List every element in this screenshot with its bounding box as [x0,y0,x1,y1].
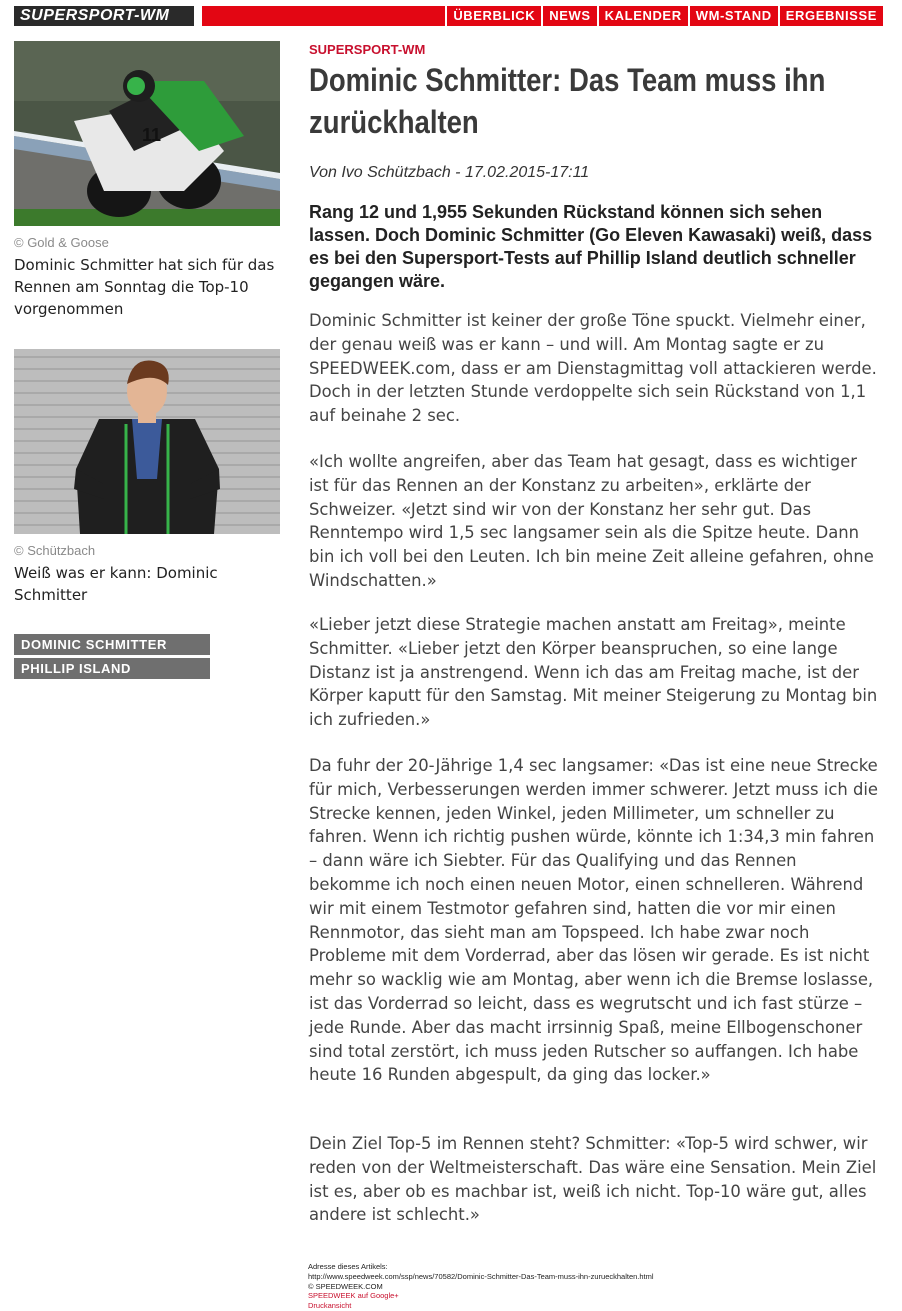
photo-caption: Weiß was er kann: Dominic Schmitter [14,564,218,604]
photo-credit: © Gold & Goose [14,235,109,250]
print-view-link[interactable]: Druckansicht [308,1301,352,1311]
article-lead: Rang 12 und 1,955 Sekunden Rückstand können sich sehen lassen. Doch Dominic Schmitter (Go Eleven Kawasaki) weiß, dass es bei den Supersport-Tests auf Phillip Island deutlich schneller gegangen wäre. [309,202,873,291]
tag-phillip-island[interactable]: PHILLIP ISLAND [14,658,210,679]
nav-wm-stand[interactable]: WM-STAND [688,6,778,26]
tag-dominic-schmitter[interactable]: DOMINIC SCHMITTER [14,634,210,655]
article-byline: Von Ivo Schützbach - 17.02.2015-17:11 [309,164,590,181]
title-line-1: Dominic Schmitter: Das Team muss ihn [309,62,826,98]
top-nav-bar [202,6,883,26]
article-title [309,59,877,143]
photo-caption: Dominic Schmitter hat sich für das Rennen am Sonntag die Top-10 vorgenommen [14,256,275,318]
article-paragraph: «Lieber jetzt diese Strategie machen anstatt am Freitag», meinte Schmitter. «Lieber jetzt den Körper beanspruchen, so eine lange Distanz ist ja anstrengend. Wenn ich das am Freitag mache, ist der Körper kaputt für den Samstag. Mit meiner Steigerung zu Montag bin ich zufrieden.» [309,615,878,730]
nav-ergebnisse[interactable]: ERGEBNISSE [778,6,883,26]
article-url: http://www.speedweek.com/ssp/news/70582/Dominic-Schmitter-Das-Team-muss-ihn-zurueckhalten.html [308,1271,654,1281]
nav-kalender[interactable]: KALENDER [597,6,688,26]
section-brand[interactable]: SUPERSPORT-WM [14,6,194,26]
photo-race-bike[interactable] [14,41,280,226]
photo-rider-portrait[interactable] [14,349,280,534]
nav-ueberblick[interactable]: ÜBERBLICK [445,6,541,26]
photo-credit: © Schützbach [14,543,96,558]
nav-news[interactable]: NEWS [541,6,596,26]
svg-text:11: 11 [142,125,162,145]
article-paragraph: Dein Ziel Top-5 im Rennen steht? Schmitter: «Top-5 wird schwer, wir reden von der Weltmeisterschaft. Das wäre eine Sensation. Mein Ziel ist es, aber ob es machbar ist, weiß ich nicht. Top-10 wäre gut, alles andere ist schlecht.» [309,1134,877,1225]
article-paragraph: Dominic Schmitter ist keiner der große Töne spuckt. Vielmehr einer, der genau weiß was er kann – und will. Am Montag sagte er zu SPEEDWEEK.com, dass er am Dienstagmittag voll attackieren werde. Doch in der letzten Stunde verdoppelte sich sein Rückstand von 1,1 auf beinahe 2 sec. [309,311,877,426]
main-nav [445,6,883,26]
title-line-2: zurückhalten [309,104,479,140]
article-kicker[interactable]: SUPERSPORT-WM [309,42,426,57]
rider-portrait-image [14,349,280,534]
address-label: Adresse dieses Artikels: [308,1262,388,1271]
copyright: © SPEEDWEEK.COM [308,1281,383,1291]
article-paragraph: Da fuhr der 20-Jährige 1,4 sec langsamer: «Das ist eine neue Strecke für mich, Verbesserungen werden immer schwerer. Jetzt muss ich die Strecke kennen, jeden Winkel, jeden Millimeter, um schneller zu fahren. Wenn ich richtig pushen würde, könnte ich 1:34,3 min fahren – dann wäre ich Siebter. Für das Qualifying und das Rennen bekomme ich noch einen neuen Motor, einen schnelleren. Während wir mit einem Testmotor gefahren sind, hatten die vor mir einen Rennmotor, das sieht man am Topspeed. Ich habe zwar noch Probleme mit dem Vorderrad, aber das lösen wir gerade. Es ist nicht mehr so wacklig wie am Montag, aber wenn ich die Bremse loslasse, ist das Vorderrad so leicht, dass es wegrutscht und ich fast stürze – jede Runde. Aber das macht irrsinnig Spaß, meine Ellbogenschoner sind total zerstört, ich muss jeden Rutscher so auffangen. Ich habe heute 16 Runden abgespult, da ging das locker.» [309,756,878,1085]
article-paragraph: «Ich wollte angreifen, aber das Team hat gesagt, dass es wichtiger ist für das Rennen an der Konstanz zu arbeiten», erklärte der Schweizer. «Jetzt sind wir von der Konstanz her sehr gut. Das Renntempo wird 1,5 sec langsamer sein als die Spitze heute. Dann bin ich voll bei den Leuten. Ich bin meine Zeit alleine gefahren, ohne Windschatten.» [309,452,874,590]
google-plus-link[interactable]: SPEEDWEEK auf Google+ [308,1291,399,1301]
race-bike-image [14,41,280,226]
article-footer [308,1262,868,1311]
